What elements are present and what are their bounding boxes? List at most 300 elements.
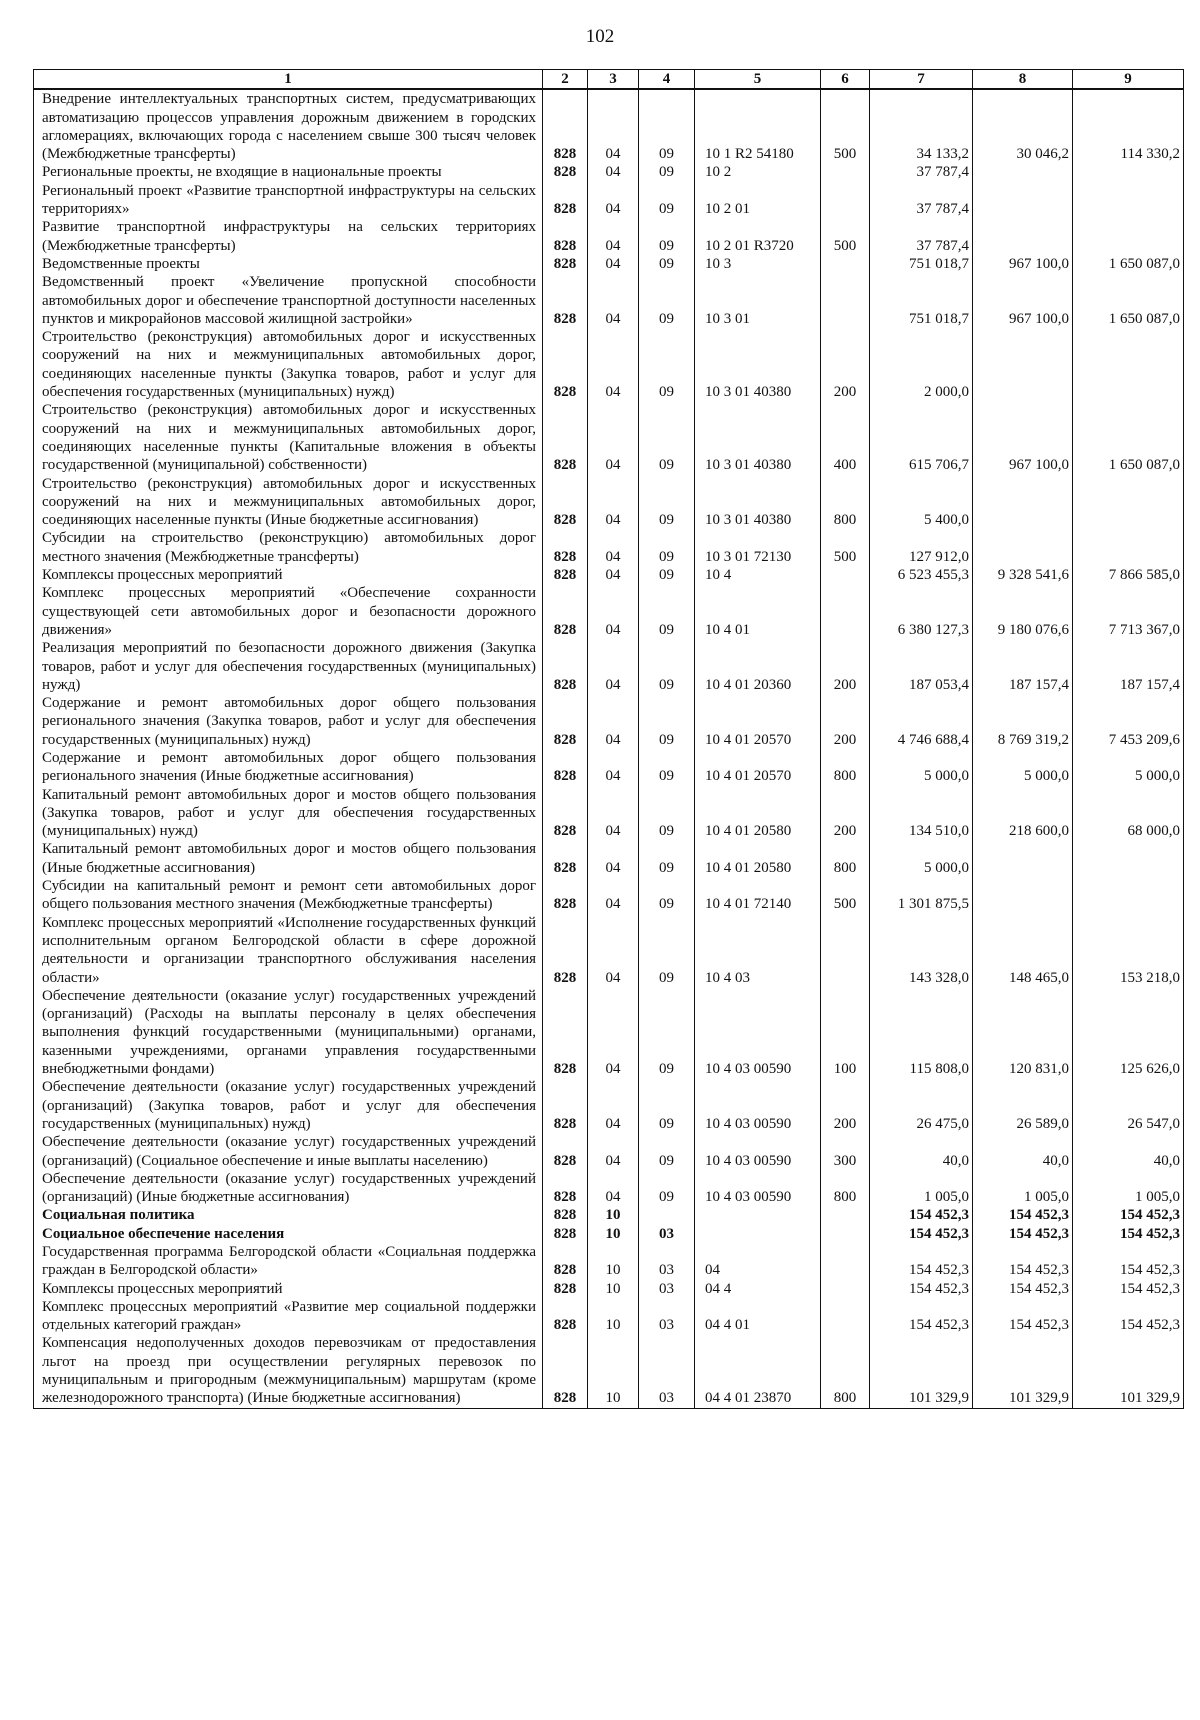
row-amount-2025: 37 787,4	[870, 218, 973, 255]
page-number: 102	[585, 26, 615, 47]
row-pr: 03	[639, 1243, 695, 1280]
row-gr: 828	[543, 1170, 588, 1207]
table-row	[34, 1078, 1184, 1133]
row-name: Капитальный ремонт автомобильных дорог и мостов общего пользования (Иные бюджетные ассигнования)	[34, 840, 543, 877]
row-rz: 04	[588, 639, 639, 694]
row-gr: 828	[543, 182, 588, 219]
row-amount-2027: 68 000,0	[1073, 786, 1184, 841]
row-rz: 10	[588, 1243, 639, 1280]
row-amount-2027: 187 157,4	[1073, 639, 1184, 694]
table-row	[34, 1298, 1184, 1335]
table-body	[34, 89, 1184, 1408]
row-gr: 828	[543, 786, 588, 841]
row-pr: 09	[639, 840, 695, 877]
row-name: Капитальный ремонт автомобильных дорог и мостов общего пользования (Закупка товаров, работ и услуг для обеспечения государственных (муниципальных) нужд)	[34, 786, 543, 841]
row-amount-2027	[1073, 840, 1184, 877]
row-gr: 828	[543, 987, 588, 1078]
row-amount-2027: 7 453 209,6	[1073, 694, 1184, 749]
row-pr: 09	[639, 566, 695, 584]
row-amount-2025: 4 746 688,4	[870, 694, 973, 749]
row-vr: 800	[821, 475, 870, 530]
row-pr: 09	[639, 749, 695, 786]
row-csr: 10 4 03 00590	[695, 987, 821, 1078]
row-name: Комплекс процессных мероприятий «Исполнение государственных функций исполнительным органом Белгородской области в сфере дорожной деятельности и организации транспортного обслуживания населения области»	[34, 914, 543, 987]
row-amount-2025: 101 329,9	[870, 1334, 973, 1408]
row-csr: 10 3 01	[695, 273, 821, 328]
row-pr: 09	[639, 163, 695, 181]
row-amount-2025: 5 000,0	[870, 749, 973, 786]
row-vr: 800	[821, 749, 870, 786]
row-amount-2026: 30 046,2	[973, 89, 1073, 163]
row-amount-2025: 187 053,4	[870, 639, 973, 694]
col-header-6: 6	[821, 70, 870, 90]
row-csr: 10 4 01 72140	[695, 877, 821, 914]
row-rz: 04	[588, 475, 639, 530]
row-amount-2027: 40,0	[1073, 1133, 1184, 1170]
row-name: Реализация мероприятий по безопасности дорожного движения (Закупка товаров, работ и услуг для обеспечения государственных (муниципальных) нужд)	[34, 639, 543, 694]
row-amount-2026: 154 452,3	[973, 1206, 1073, 1224]
table-row	[34, 1243, 1184, 1280]
row-gr: 828	[543, 255, 588, 273]
row-amount-2025: 6 523 455,3	[870, 566, 973, 584]
table-row	[34, 401, 1184, 474]
row-csr: 10 2 01	[695, 182, 821, 219]
row-amount-2027: 7 713 367,0	[1073, 584, 1184, 639]
row-pr: 09	[639, 786, 695, 841]
row-rz: 10	[588, 1334, 639, 1408]
row-csr: 10 4 01 20580	[695, 840, 821, 877]
table-row	[34, 182, 1184, 219]
row-amount-2027: 1 650 087,0	[1073, 255, 1184, 273]
row-amount-2027: 1 005,0	[1073, 1170, 1184, 1207]
row-name: Комплексы процессных мероприятий	[34, 566, 543, 584]
row-csr: 10 2 01 R3720	[695, 218, 821, 255]
row-csr	[695, 1225, 821, 1243]
row-pr: 09	[639, 694, 695, 749]
row-rz: 04	[588, 89, 639, 163]
table-row	[34, 786, 1184, 841]
row-gr: 828	[543, 694, 588, 749]
table-row	[34, 584, 1184, 639]
row-vr: 800	[821, 1170, 870, 1207]
row-gr: 828	[543, 1280, 588, 1298]
row-vr: 500	[821, 529, 870, 566]
row-amount-2026: 967 100,0	[973, 401, 1073, 474]
col-header-1: 1	[34, 70, 543, 90]
row-name: Строительство (реконструкция) автомобильных дорог и искусственных сооружений на них и межмуниципальных автомобильных дорог, соединяющих населенные пункты (Иные бюджетные ассигнования)	[34, 475, 543, 530]
row-amount-2026: 154 452,3	[973, 1280, 1073, 1298]
table-row	[34, 694, 1184, 749]
row-vr	[821, 1243, 870, 1280]
row-name: Комплекс процессных мероприятий «Обеспечение сохранности существующей сети автомобильных дорог и безопасности дорожного движения»	[34, 584, 543, 639]
row-csr: 10 4 01 20360	[695, 639, 821, 694]
row-gr: 828	[543, 914, 588, 987]
row-csr: 10 4 01 20570	[695, 694, 821, 749]
row-gr: 828	[543, 163, 588, 181]
row-name: Ведомственные проекты	[34, 255, 543, 273]
row-vr	[821, 163, 870, 181]
row-amount-2027	[1073, 529, 1184, 566]
row-gr: 828	[543, 328, 588, 401]
col-header-7: 7	[870, 70, 973, 90]
row-pr: 09	[639, 475, 695, 530]
row-amount-2025: 26 475,0	[870, 1078, 973, 1133]
row-name: Содержание и ремонт автомобильных дорог общего пользования регионального значения (Иные бюджетные ассигнования)	[34, 749, 543, 786]
row-csr: 10 4 03 00590	[695, 1170, 821, 1207]
row-name: Социальная политика	[34, 1206, 543, 1224]
row-pr: 09	[639, 255, 695, 273]
table-row	[34, 840, 1184, 877]
row-pr: 03	[639, 1298, 695, 1335]
row-amount-2026: 40,0	[973, 1133, 1073, 1170]
row-vr: 200	[821, 694, 870, 749]
row-amount-2026: 9 328 541,6	[973, 566, 1073, 584]
table-row	[34, 1170, 1184, 1207]
row-csr: 04 4	[695, 1280, 821, 1298]
row-vr	[821, 566, 870, 584]
row-name: Строительство (реконструкция) автомобильных дорог и искусственных сооружений на них и межмуниципальных автомобильных дорог, соединяющих населенные пункты (Закупка товаров, работ и услуг для обеспечения государственных (муниципальных) нужд)	[34, 328, 543, 401]
row-amount-2025: 37 787,4	[870, 182, 973, 219]
row-amount-2027: 1 650 087,0	[1073, 273, 1184, 328]
row-name: Содержание и ремонт автомобильных дорог общего пользования регионального значения (Закупка товаров, работ и услуг для обеспечения государственных (муниципальных) нужд)	[34, 694, 543, 749]
row-amount-2026: 148 465,0	[973, 914, 1073, 987]
row-vr: 200	[821, 328, 870, 401]
row-amount-2026: 120 831,0	[973, 987, 1073, 1078]
row-amount-2025: 6 380 127,3	[870, 584, 973, 639]
row-amount-2026	[973, 529, 1073, 566]
col-header-5: 5	[695, 70, 821, 90]
row-amount-2027	[1073, 475, 1184, 530]
row-amount-2025: 134 510,0	[870, 786, 973, 841]
row-vr: 500	[821, 218, 870, 255]
row-amount-2026: 8 769 319,2	[973, 694, 1073, 749]
row-rz: 10	[588, 1280, 639, 1298]
row-amount-2027: 154 452,3	[1073, 1225, 1184, 1243]
row-rz: 10	[588, 1298, 639, 1335]
row-gr: 828	[543, 840, 588, 877]
row-rz: 04	[588, 1133, 639, 1170]
row-gr: 828	[543, 218, 588, 255]
row-pr: 09	[639, 89, 695, 163]
row-name: Развитие транспортной инфраструктуры на сельских территориях (Межбюджетные трансферты)	[34, 218, 543, 255]
col-header-2: 2	[543, 70, 588, 90]
table-row	[34, 529, 1184, 566]
row-amount-2025: 615 706,7	[870, 401, 973, 474]
row-pr: 09	[639, 529, 695, 566]
row-amount-2027: 7 866 585,0	[1073, 566, 1184, 584]
row-csr: 10 4 03	[695, 914, 821, 987]
row-pr: 09	[639, 987, 695, 1078]
row-csr: 10 4 01 20570	[695, 749, 821, 786]
row-rz: 04	[588, 786, 639, 841]
row-amount-2027: 125 626,0	[1073, 987, 1184, 1078]
row-amount-2027: 114 330,2	[1073, 89, 1184, 163]
row-amount-2026: 26 589,0	[973, 1078, 1073, 1133]
row-name: Обеспечение деятельности (оказание услуг) государственных учреждений (организаций) (Социальное обеспечение и иные выплаты населению)	[34, 1133, 543, 1170]
row-gr: 828	[543, 1206, 588, 1224]
row-amount-2025: 127 912,0	[870, 529, 973, 566]
row-vr: 400	[821, 401, 870, 474]
row-csr: 10 4 03 00590	[695, 1133, 821, 1170]
row-rz: 04	[588, 877, 639, 914]
row-amount-2026: 101 329,9	[973, 1334, 1073, 1408]
row-amount-2025: 40,0	[870, 1133, 973, 1170]
row-vr: 800	[821, 1334, 870, 1408]
table-row	[34, 987, 1184, 1078]
row-gr: 828	[543, 584, 588, 639]
row-vr	[821, 1225, 870, 1243]
row-pr: 03	[639, 1225, 695, 1243]
row-amount-2025: 154 452,3	[870, 1206, 973, 1224]
row-amount-2026	[973, 218, 1073, 255]
row-name: Обеспечение деятельности (оказание услуг) государственных учреждений (организаций) (Закупка товаров, работ и услуг для обеспечения государственных (муниципальных) нужд)	[34, 1078, 543, 1133]
row-amount-2027: 5 000,0	[1073, 749, 1184, 786]
table-row	[34, 749, 1184, 786]
row-amount-2026: 187 157,4	[973, 639, 1073, 694]
row-pr: 09	[639, 273, 695, 328]
row-gr: 828	[543, 877, 588, 914]
row-amount-2025: 154 452,3	[870, 1243, 973, 1280]
row-csr: 10 3	[695, 255, 821, 273]
row-csr: 04 4 01 23870	[695, 1334, 821, 1408]
row-csr: 10 3 01 40380	[695, 328, 821, 401]
row-vr: 800	[821, 840, 870, 877]
row-amount-2026: 1 005,0	[973, 1170, 1073, 1207]
table-row	[34, 1133, 1184, 1170]
row-csr: 10 4 03 00590	[695, 1078, 821, 1133]
row-rz: 04	[588, 840, 639, 877]
row-rz: 04	[588, 1170, 639, 1207]
row-rz: 04	[588, 182, 639, 219]
row-amount-2027: 154 452,3	[1073, 1243, 1184, 1280]
row-amount-2025: 115 808,0	[870, 987, 973, 1078]
row-vr: 500	[821, 877, 870, 914]
row-rz: 04	[588, 914, 639, 987]
row-gr: 828	[543, 749, 588, 786]
row-amount-2025: 154 452,3	[870, 1298, 973, 1335]
row-amount-2027	[1073, 328, 1184, 401]
row-name: Обеспечение деятельности (оказание услуг) государственных учреждений (организаций) (Расходы на выплаты персоналу в целях обеспечения выполнения функций государственными (муниципальными) органами, казенными учреждениями, органами управления государственными внебюджетными фондами)	[34, 987, 543, 1078]
row-vr	[821, 584, 870, 639]
table-row	[34, 163, 1184, 181]
row-vr	[821, 182, 870, 219]
table-row	[34, 914, 1184, 987]
row-gr: 828	[543, 1243, 588, 1280]
row-vr: 300	[821, 1133, 870, 1170]
row-amount-2026	[973, 475, 1073, 530]
row-csr: 10 3 01 40380	[695, 475, 821, 530]
row-rz: 04	[588, 749, 639, 786]
row-amount-2025: 2 000,0	[870, 328, 973, 401]
row-rz: 04	[588, 328, 639, 401]
row-rz: 04	[588, 163, 639, 181]
row-name: Строительство (реконструкция) автомобильных дорог и искусственных сооружений на них и межмуниципальных автомобильных дорог, соединяющих населенные пункты (Капитальные вложения в объекты государственной (муниципальной) собственности)	[34, 401, 543, 474]
row-amount-2025: 154 452,3	[870, 1280, 973, 1298]
row-gr: 828	[543, 1078, 588, 1133]
row-gr: 828	[543, 566, 588, 584]
row-vr	[821, 273, 870, 328]
row-vr: 200	[821, 786, 870, 841]
row-amount-2027: 26 547,0	[1073, 1078, 1184, 1133]
row-csr: 10 3 01 40380	[695, 401, 821, 474]
table-row	[34, 475, 1184, 530]
row-amount-2027: 153 218,0	[1073, 914, 1184, 987]
table-row	[34, 218, 1184, 255]
row-csr: 10 4 01 20580	[695, 786, 821, 841]
row-gr: 828	[543, 1133, 588, 1170]
row-amount-2027: 154 452,3	[1073, 1280, 1184, 1298]
col-header-3: 3	[588, 70, 639, 90]
row-rz: 04	[588, 1078, 639, 1133]
table-row	[34, 1334, 1184, 1408]
row-name: Компенсация недополученных доходов перевозчикам от предоставления льгот на проезд при осуществлении регулярных перевозок по муниципальным и пригородным (межмуниципальным) маршрутам (кроме железнодорожного транспорта) (Иные бюджетные ассигнования)	[34, 1334, 543, 1408]
table-row	[34, 273, 1184, 328]
row-rz: 04	[588, 566, 639, 584]
row-csr: 10 4 01	[695, 584, 821, 639]
row-pr: 09	[639, 639, 695, 694]
row-amount-2025: 1 005,0	[870, 1170, 973, 1207]
table-row	[34, 1206, 1184, 1224]
row-amount-2026: 154 452,3	[973, 1225, 1073, 1243]
row-vr	[821, 914, 870, 987]
row-rz: 04	[588, 987, 639, 1078]
row-amount-2026: 154 452,3	[973, 1243, 1073, 1280]
row-rz: 10	[588, 1225, 639, 1243]
row-rz: 04	[588, 584, 639, 639]
row-vr: 500	[821, 89, 870, 163]
table-row	[34, 89, 1184, 163]
budget-table	[33, 69, 1184, 1409]
row-name: Внедрение интеллектуальных транспортных систем, предусматривающих автоматизацию процессов управления дорожным движением в городских агломерациях, включающих города с населением свыше 300 тысяч человек (Межбюджетные трансферты)	[34, 89, 543, 163]
row-amount-2027	[1073, 877, 1184, 914]
row-amount-2025: 143 328,0	[870, 914, 973, 987]
table-row	[34, 566, 1184, 584]
row-amount-2026: 218 600,0	[973, 786, 1073, 841]
row-vr: 200	[821, 639, 870, 694]
col-header-9: 9	[1073, 70, 1184, 90]
row-amount-2027	[1073, 218, 1184, 255]
row-csr: 10 4	[695, 566, 821, 584]
row-csr: 10 3 01 72130	[695, 529, 821, 566]
row-amount-2026: 9 180 076,6	[973, 584, 1073, 639]
row-gr: 828	[543, 273, 588, 328]
row-pr: 09	[639, 182, 695, 219]
row-name: Государственная программа Белгородской области «Социальная поддержка граждан в Белгородской области»	[34, 1243, 543, 1280]
row-amount-2026	[973, 182, 1073, 219]
row-vr: 200	[821, 1078, 870, 1133]
row-gr: 828	[543, 475, 588, 530]
row-rz: 10	[588, 1206, 639, 1224]
row-rz: 04	[588, 255, 639, 273]
row-name: Субсидии на строительство (реконструкцию) автомобильных дорог местного значения (Межбюджетные трансферты)	[34, 529, 543, 566]
row-pr: 09	[639, 401, 695, 474]
row-name: Комплекс процессных мероприятий «Развитие мер социальной поддержки отдельных категорий граждан»	[34, 1298, 543, 1335]
row-amount-2025: 751 018,7	[870, 255, 973, 273]
row-csr: 10 2	[695, 163, 821, 181]
row-pr: 09	[639, 1078, 695, 1133]
row-pr: 09	[639, 877, 695, 914]
row-rz: 04	[588, 529, 639, 566]
row-vr	[821, 255, 870, 273]
row-amount-2026: 967 100,0	[973, 273, 1073, 328]
row-amount-2026	[973, 840, 1073, 877]
row-rz: 04	[588, 218, 639, 255]
row-pr: 09	[639, 1133, 695, 1170]
col-header-4: 4	[639, 70, 695, 90]
row-name: Региональный проект «Развитие транспортной инфраструктуры на сельских территориях»	[34, 182, 543, 219]
row-pr: 03	[639, 1280, 695, 1298]
row-vr	[821, 1280, 870, 1298]
row-amount-2027: 1 650 087,0	[1073, 401, 1184, 474]
row-csr: 04	[695, 1243, 821, 1280]
row-gr: 828	[543, 89, 588, 163]
table-row	[34, 328, 1184, 401]
row-amount-2026: 5 000,0	[973, 749, 1073, 786]
row-amount-2026	[973, 163, 1073, 181]
row-pr: 09	[639, 1170, 695, 1207]
row-pr: 03	[639, 1334, 695, 1408]
row-amount-2026	[973, 877, 1073, 914]
row-rz: 04	[588, 401, 639, 474]
row-gr: 828	[543, 401, 588, 474]
row-name: Комплексы процессных мероприятий	[34, 1280, 543, 1298]
row-amount-2027	[1073, 182, 1184, 219]
row-name: Ведомственный проект «Увеличение пропускной способности автомобильных дорог и обеспечение транспортной доступности населенных пунктов и микрорайонов массовой жилищной застройки»	[34, 273, 543, 328]
row-csr: 04 4 01	[695, 1298, 821, 1335]
row-pr: 09	[639, 914, 695, 987]
row-csr	[695, 1206, 821, 1224]
row-rz: 04	[588, 694, 639, 749]
row-amount-2027: 101 329,9	[1073, 1334, 1184, 1408]
header-row	[34, 70, 1184, 90]
row-amount-2025: 37 787,4	[870, 163, 973, 181]
row-gr: 828	[543, 1298, 588, 1335]
row-pr: 09	[639, 328, 695, 401]
row-amount-2027	[1073, 163, 1184, 181]
row-amount-2025: 5 400,0	[870, 475, 973, 530]
row-amount-2027: 154 452,3	[1073, 1206, 1184, 1224]
row-vr	[821, 1206, 870, 1224]
row-csr: 10 1 R2 54180	[695, 89, 821, 163]
row-amount-2025: 154 452,3	[870, 1225, 973, 1243]
row-amount-2025: 1 301 875,5	[870, 877, 973, 914]
row-amount-2025: 5 000,0	[870, 840, 973, 877]
table-row	[34, 639, 1184, 694]
row-name: Обеспечение деятельности (оказание услуг) государственных учреждений (организаций) (Иные бюджетные ассигнования)	[34, 1170, 543, 1207]
row-pr	[639, 1206, 695, 1224]
row-vr: 100	[821, 987, 870, 1078]
row-name: Социальное обеспечение населения	[34, 1225, 543, 1243]
row-gr: 828	[543, 1334, 588, 1408]
table-row	[34, 1280, 1184, 1298]
row-amount-2025: 34 133,2	[870, 89, 973, 163]
row-rz: 04	[588, 273, 639, 328]
col-header-8: 8	[973, 70, 1073, 90]
row-gr: 828	[543, 639, 588, 694]
row-gr: 828	[543, 1225, 588, 1243]
table-row	[34, 877, 1184, 914]
row-gr: 828	[543, 529, 588, 566]
row-pr: 09	[639, 218, 695, 255]
row-amount-2026: 967 100,0	[973, 255, 1073, 273]
table-row	[34, 1225, 1184, 1243]
row-amount-2025: 751 018,7	[870, 273, 973, 328]
table-row	[34, 255, 1184, 273]
row-amount-2026	[973, 328, 1073, 401]
row-vr	[821, 1298, 870, 1335]
row-amount-2026: 154 452,3	[973, 1298, 1073, 1335]
row-name: Региональные проекты, не входящие в национальные проекты	[34, 163, 543, 181]
